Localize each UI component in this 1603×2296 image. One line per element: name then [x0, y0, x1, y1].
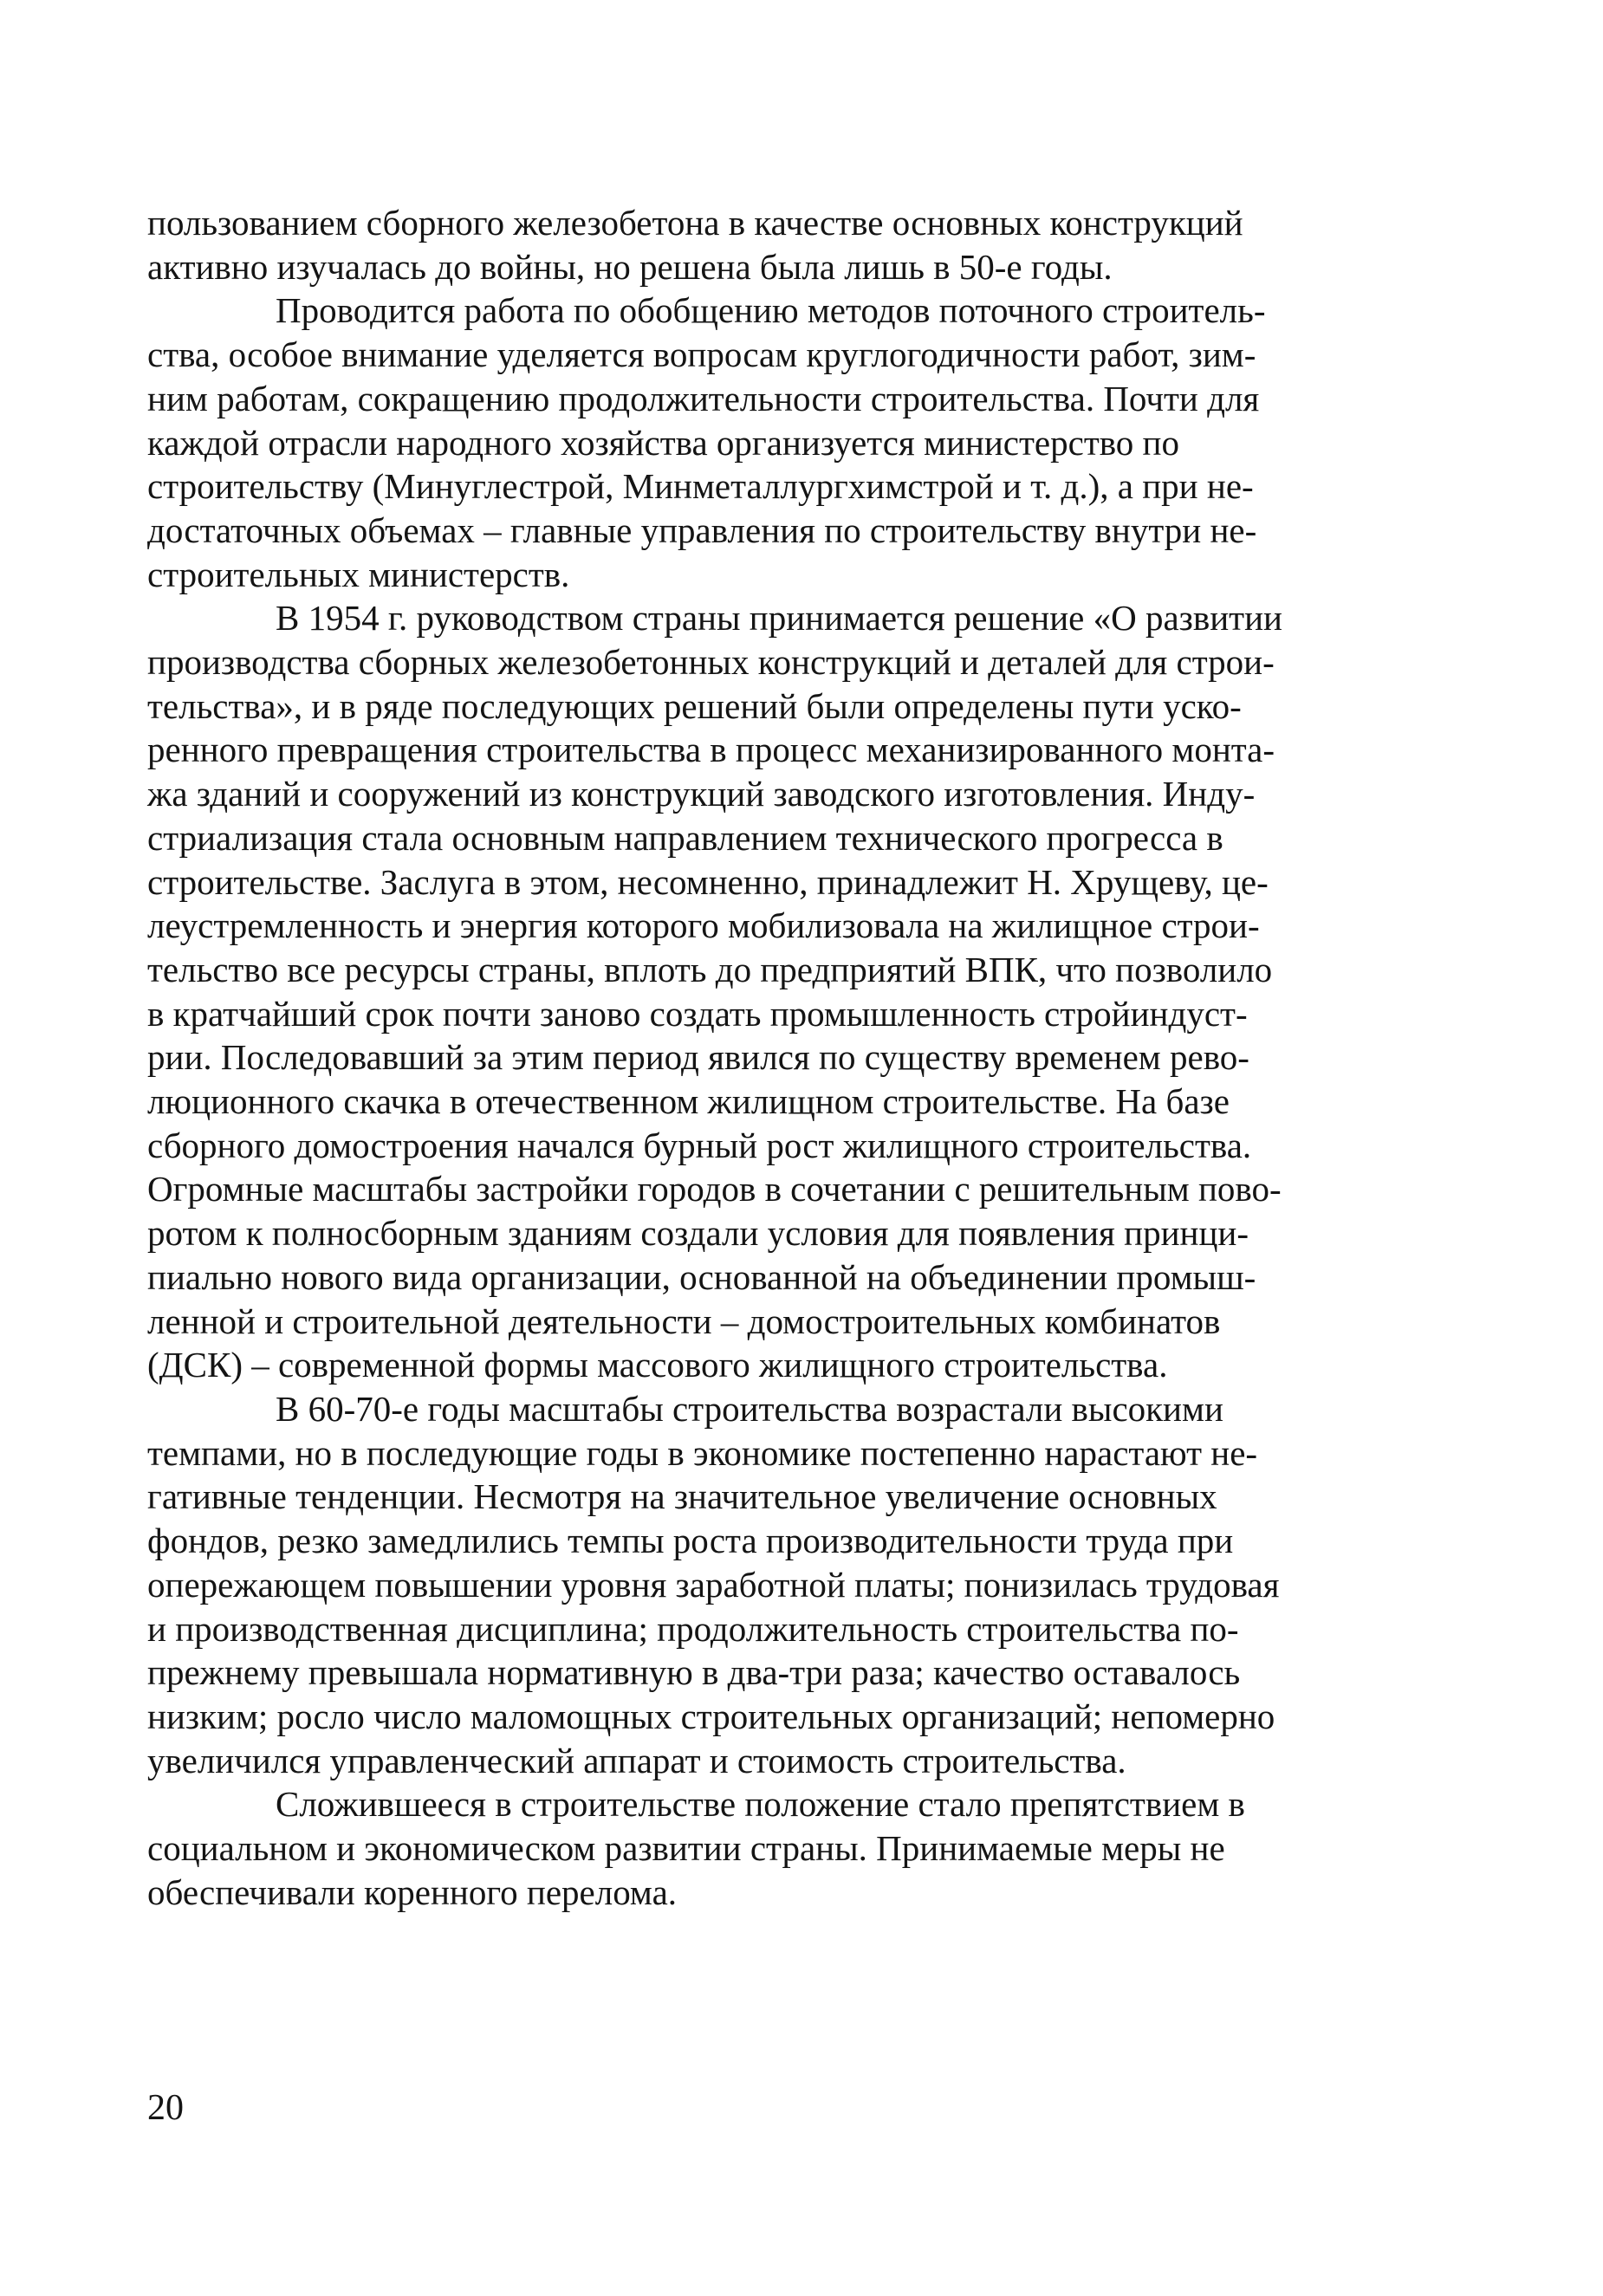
body-text [147, 201, 1447, 1914]
paragraph-methods: Проводится работа по обобщению методов поточного строитель- ства, особое внимание уделяется вопросам круглогодичности работ, зим- ним работам, сокращению продолжительности строительства. Почти для каждой отрасли народного хозяйства организуется министерство по строительству (Минуглестрой, Минметаллургхимстрой и т. д.), а при не- достаточных объемах – главные управления по строительству внутри не- строительных министерств. [147, 290, 1266, 594]
paragraph-60-70s: В 60-70-е годы масштабы строительства возрастали высокими темпами, но в последующие годы в экономике постепенно нарастают не- гативные тенденции. Несмотря на значительное увеличение основных фондов, резко замедлились темпы роста производительности труда при опережающем повышении уровня заработной платы; понизилась трудовая и производственная дисциплина; продолжительность строительства по- прежнему превышала нормативную в два-три раза; качество оставалось низким; росло число маломощных строительных организаций; непомерно увеличился управленческий аппарат и стоимость строительства. [147, 1388, 1280, 1780]
paragraph-situation: Сложившееся в строительстве положение стало препятствием в социальном и экономическом развитии страны. Принимаемые меры не обеспечивали коренного перелома. [147, 1784, 1245, 1912]
paragraph-continuation: пользованием сборного железобетона в качестве основных конструкций активно изучалась до войны, но решена была лишь в 50-е годы. [147, 203, 1243, 287]
paragraph-1954-decision: В 1954 г. руководством страны принимается решение «О развитии производства сборных железобетонных конструкций и деталей для строи- тельства», и в ряде последующих решений были определены пути уско- ренного превращения строительства в процесс механизированного монта- жа зданий и сооружений из конструкций заводского изготовления. Инду- стриализация стала основным направлением технического прогресса в строительстве. Заслуга в этом, несомненно, принадлежит Н. Хрущеву, це- леустремленность и энергия которого мобилизовала на жилищное строи- тельство все ресурсы страны, вплоть до предприятий ВПК, что позволило в кратчайший срок почти заново создать промышленность стройиндуст- рии. Последовавший за этим период явился по существу временем рево- люционного скачка в отечественном жилищном строительстве. На базе сборного домостроения начался бурный рост жилищного строительства. Огромные масштабы застройки городов в сочетании с решительным пово- ротом к полносборным зданиям создали условия для появления принци- пиально нового вида организации, основанной на объединении промыш- ленной и строительной деятельности – домостроительных комбинатов (ДСК) – современной формы массового жилищного строительства. [147, 598, 1282, 1385]
page-number: 20 [147, 2088, 184, 2128]
